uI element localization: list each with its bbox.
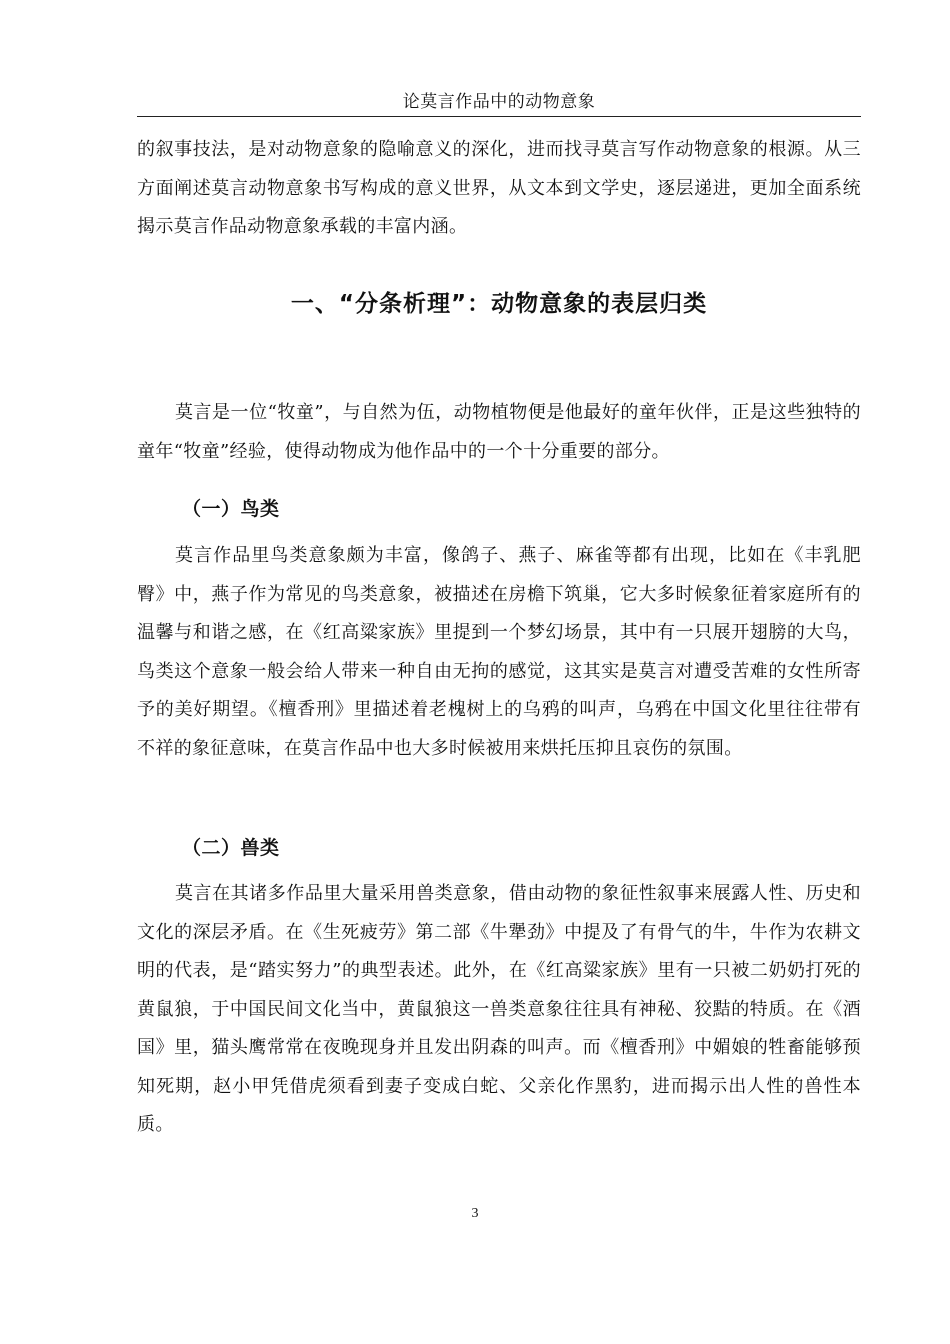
- header-rule: [137, 116, 861, 117]
- intro-paragraph: 的叙事技法，是对动物意象的隐喻意义的深化，进而找寻莫言写作动物意象的根源。从三方面阐述莫言动物意象书写构成的意义世界，从文本到文学史，逐层递进，更加全面系统揭示莫言作品动物意象承载的丰富内涵。: [137, 139, 861, 237]
- page-number: 3: [471, 1206, 479, 1221]
- section-paragraph-beasts: 莫言在其诸多作品里大量采用兽类意象，借由动物的象征性叙事来展露人性、历史和文化的深层矛盾。在《生死疲劳》第二部《牛犟劲》中提及了有骨气的牛，牛作为农耕文明的代表，是“踏实努力”的典型表述。此外，在《红高粱家族》里有一只被二奶奶打死的黄鼠狼，于中国民间文化当中，黄鼠狼这一兽类意象往往具有神秘、狡黠的特质。在《酒国》里，猫头鹰常常在夜晚现身并且发出阴森的叫声。而《檀香刑》中媚娘的牲畜能够预知死期，赵小甲凭借虎须看到妻子变成白蛇、父亲化作黑豹，进而揭示出人性的兽性本质。: [137, 883, 861, 1135]
- section-paragraph-birds: 莫言作品里鸟类意象颇为丰富，像鸽子、燕子、麻雀等都有出现，比如在《丰乳肥臀》中，燕子作为常见的鸟类意象，被描述在房檐下筑巢，它大多时候象征着家庭所有的温馨与和谐之感，在《红高粱家族》里提到一个梦幻场景，其中有一只展开翅膀的大鸟，鸟类这个意象一般会给人带来一种自由无拘的感觉，这其实是莫言对遭受苦难的女性所寄予的美好期望。《檀香刑》里描述着老槐树上的乌鸦的叫声，乌鸦在中国文化里往往带有不祥的象征意味，在莫言作品中也大多时候被用来烘托压抑且哀伤的氛围。: [137, 545, 861, 759]
- section-title-birds: （一）鸟类: [182, 498, 280, 520]
- section-title-beasts: （二）兽类: [182, 837, 280, 859]
- chapter-title: 一、“分条析理”：动物意象的表层归类: [290, 291, 708, 317]
- running-header: 论莫言作品中的动物意象: [402, 92, 596, 112]
- chapter-lead-paragraph: 莫言是一位“牧童”，与自然为伍，动物植物便是他最好的童年伙伴，正是这些独特的童年“牧童”经验，使得动物成为他作品中的一个十分重要的部分。: [137, 402, 861, 462]
